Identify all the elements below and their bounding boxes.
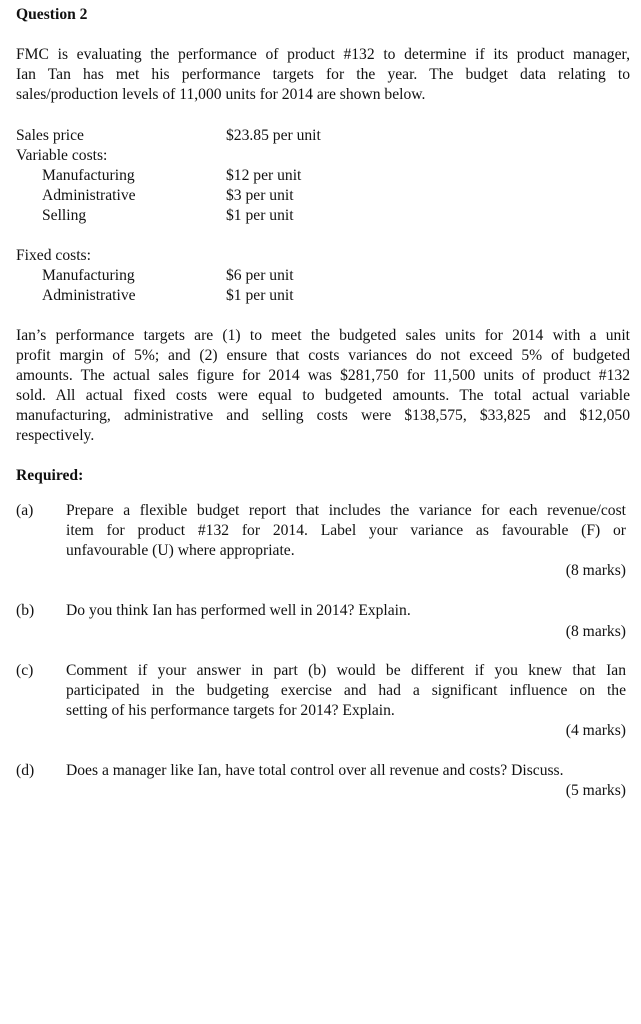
- fixed-cost-value: $6 per unit: [226, 267, 294, 284]
- part-marks: (5 marks): [565, 782, 626, 799]
- variable-cost-value: $12 per unit: [226, 167, 302, 184]
- part-marks: (8 marks): [565, 623, 626, 640]
- part-label: (a): [16, 502, 34, 519]
- targets-line: profit margin of 5%; and (2) ensure that costs variances do not exceed 5% of budgeted: [16, 347, 630, 364]
- variable-cost-label: Administrative: [42, 187, 136, 204]
- sales-price-value: $23.85 per unit: [226, 127, 321, 144]
- part-label: (c): [16, 662, 34, 679]
- fixed-cost-label: Administrative: [42, 287, 136, 304]
- intro-line: Ian Tan has met his performance targets for the year. The budget data relating to: [16, 66, 630, 83]
- variable-cost-label: Selling: [42, 207, 87, 224]
- targets-line: sold. All actual fixed costs were equal to budgeted amounts. The total actual variable: [16, 387, 630, 404]
- sales-price-label: Sales price: [16, 127, 84, 144]
- part-line: Do you think Ian has performed well in 2014? Explain.: [66, 602, 411, 619]
- fixed-cost-label: Manufacturing: [42, 267, 135, 284]
- required-heading: Required:: [16, 467, 84, 484]
- part-line: setting of his performance targets for 2014? Explain.: [66, 702, 395, 719]
- part-marks: (8 marks): [565, 562, 626, 579]
- part-label: (d): [16, 762, 35, 779]
- intro-line: sales/production levels of 11,000 units for 2014 are shown below.: [16, 86, 426, 103]
- part-marks: (4 marks): [565, 722, 626, 739]
- part-line: Does a manager like Ian, have total control over all revenue and costs? Discuss.: [66, 762, 564, 779]
- fixed-cost-value: $1 per unit: [226, 287, 294, 304]
- part-label: (b): [16, 602, 35, 619]
- targets-line: respectively.: [16, 427, 95, 444]
- part-line: participated in the budgeting exercise and had a significant influence on the: [66, 682, 626, 699]
- variable-cost-value: $1 per unit: [226, 207, 294, 224]
- part-line: unfavourable (U) where appropriate.: [66, 542, 295, 559]
- variable-costs-heading: Variable costs:: [16, 147, 108, 164]
- part-line: Comment if your answer in part (b) would be different if you knew that Ian: [66, 662, 626, 679]
- part-line: Prepare a flexible budget report that includes the variance for each revenue/cost: [66, 502, 626, 519]
- targets-line: manufacturing, administrative and selling costs were $138,575, $33,825 and $12,050: [16, 407, 630, 424]
- fixed-costs-heading: Fixed costs:: [16, 247, 91, 264]
- intro-line: FMC is evaluating the performance of product #132 to determine if its product manager,: [16, 46, 630, 63]
- part-line: item for product #132 for 2014. Label your variance as favourable (F) or: [66, 522, 626, 539]
- question-title: Question 2: [16, 6, 88, 23]
- variable-cost-label: Manufacturing: [42, 167, 135, 184]
- variable-cost-value: $3 per unit: [226, 187, 294, 204]
- targets-line: amounts. The actual sales figure for 2014 was $281,750 for 11,500 units of product #132: [16, 367, 630, 384]
- targets-line: Ian’s performance targets are (1) to meet the budgeted sales units for 2014 with a unit: [16, 327, 630, 344]
